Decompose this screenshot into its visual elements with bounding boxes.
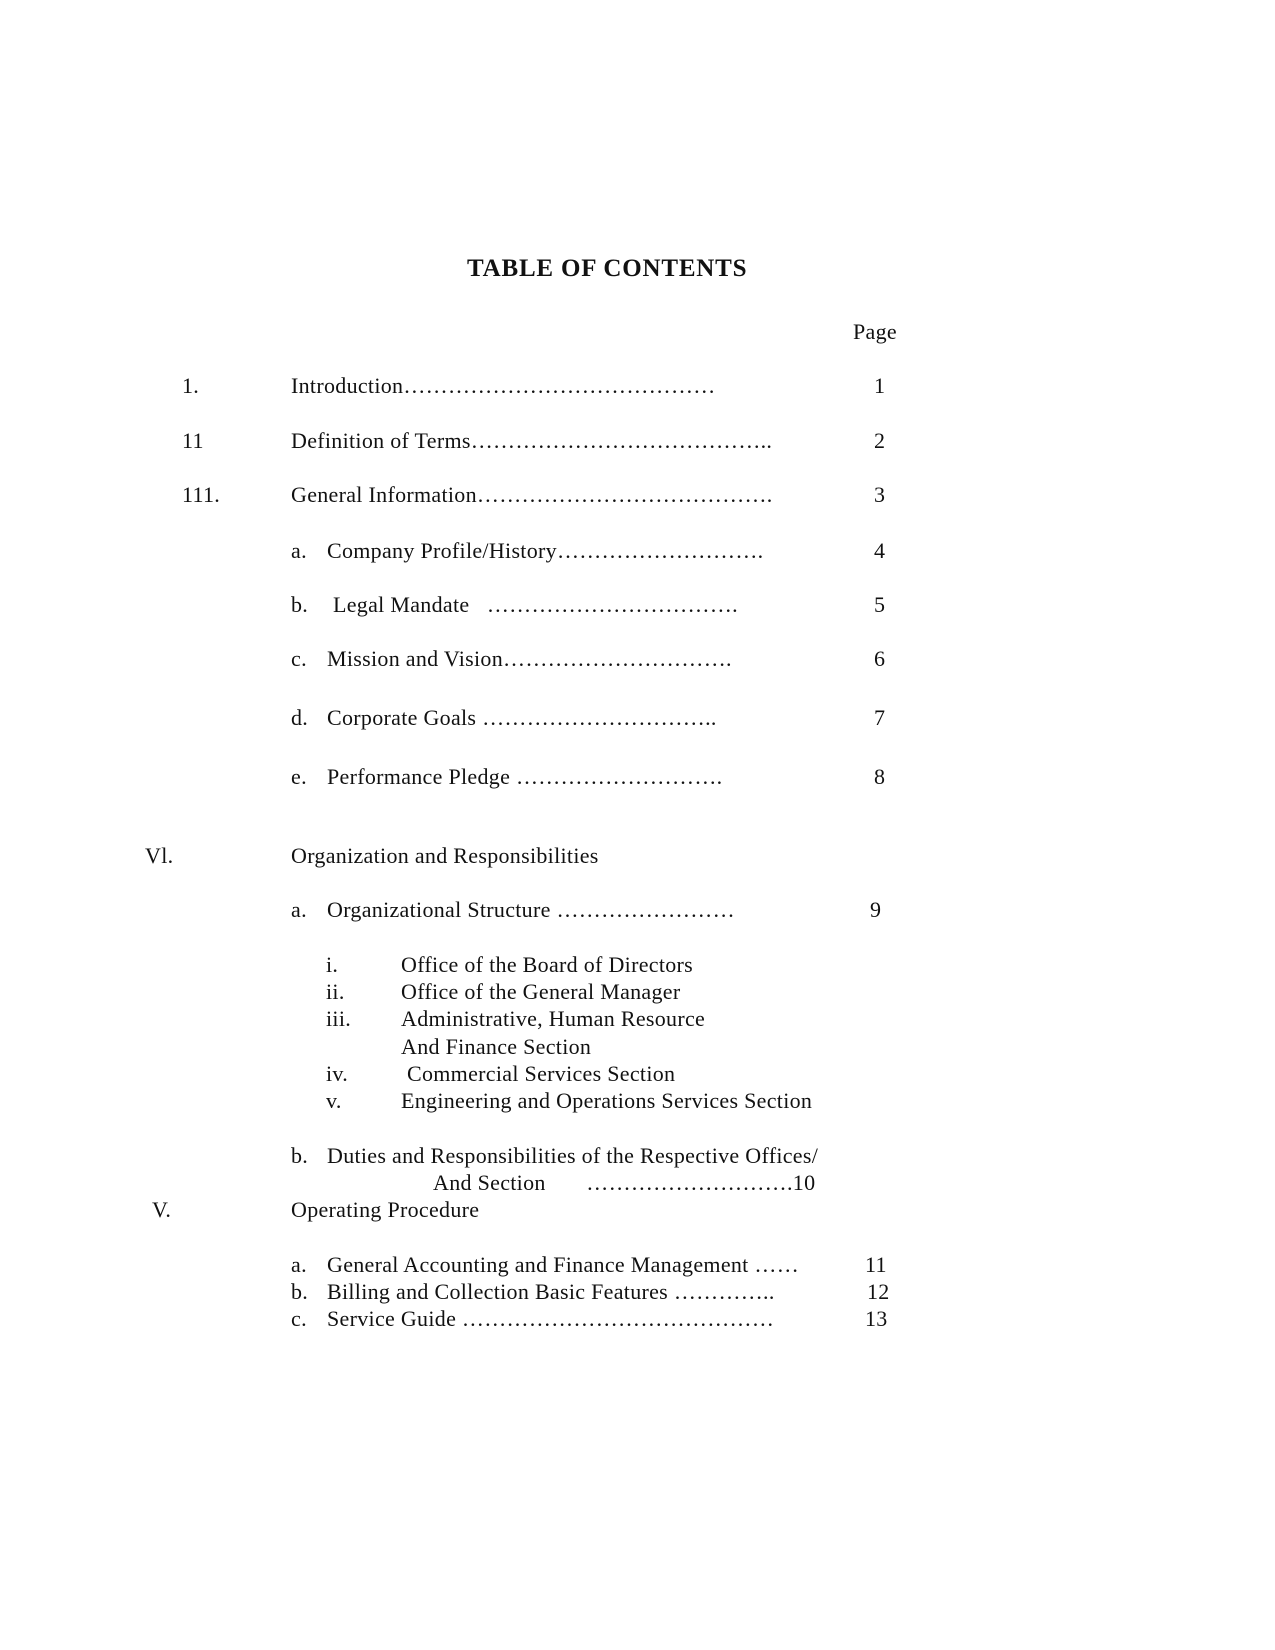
subsection-letter: e. — [291, 764, 307, 789]
subsection-letter: a. — [291, 897, 307, 922]
toc-entry-text: Introduction…………………………………… — [291, 373, 716, 398]
toc-page-number: 13 — [865, 1306, 888, 1331]
roman-item-number: i. — [326, 952, 339, 977]
toc-entry-text: Billing and Collection Basic Features ………….. — [327, 1279, 775, 1304]
toc-page-number: 4 — [874, 538, 886, 563]
toc-entry-text: Service Guide …………………………………… — [327, 1306, 775, 1331]
subsection-letter: c. — [291, 1306, 307, 1331]
list-item: Office of the General Manager — [401, 979, 681, 1004]
roman-item-number: iii. — [326, 1006, 352, 1031]
toc-entry-text: General Information…………………………………. — [291, 482, 773, 507]
subsection-letter: c. — [291, 646, 307, 671]
subsection-letter: b. — [291, 1279, 309, 1304]
toc-page-number: 9 — [870, 897, 882, 922]
toc-page-number: 5 — [874, 592, 886, 617]
section-number: Vl. — [145, 843, 174, 868]
toc-entry-text: Performance Pledge ………………………. — [327, 764, 723, 789]
toc-entry-text: Legal Mandate ……………………………. — [333, 592, 738, 617]
roman-item-number: v. — [326, 1088, 342, 1113]
section-number: 11 — [182, 428, 204, 453]
toc-page-number: 3 — [874, 482, 886, 507]
toc-entry-text: Duties and Responsibilities of the Respective Offices/ — [327, 1143, 819, 1168]
subsection-letter: d. — [291, 705, 309, 730]
subsection-letter: a. — [291, 538, 307, 563]
subsection-letter: b. — [291, 592, 309, 617]
page-title: TABLE OF CONTENTS — [467, 255, 748, 282]
toc-entry-text: Definition of Terms………………………………….. — [291, 428, 773, 453]
list-item: Administrative, Human Resource — [401, 1006, 706, 1031]
list-item: Commercial Services Section — [407, 1061, 676, 1086]
toc-page-number: 2 — [874, 428, 886, 453]
section-number: 1. — [182, 373, 200, 398]
toc-page-number: 12 — [867, 1279, 890, 1304]
toc-page-number: 8 — [874, 764, 886, 789]
toc-entry-text: Company Profile/History………………………. — [327, 538, 764, 563]
list-item: Engineering and Operations Services Section — [401, 1088, 813, 1113]
page-column-header: Page — [853, 319, 897, 344]
roman-item-number: ii. — [326, 979, 345, 1004]
toc-entry-text: Organization and Responsibilities — [291, 843, 599, 868]
subsection-letter: a. — [291, 1252, 307, 1277]
section-number: V. — [152, 1197, 172, 1222]
section-number: 111. — [182, 482, 221, 507]
toc-page-number: 1 — [874, 373, 886, 398]
toc-entry-text: Operating Procedure — [291, 1197, 480, 1222]
toc-page-number: 7 — [874, 705, 886, 730]
toc-entry-text: Mission and Vision…………………………. — [327, 646, 732, 671]
toc-entry-text: Corporate Goals ………………………….. — [327, 705, 717, 730]
roman-item-number: iv. — [326, 1061, 349, 1086]
toc-entry-text: General Accounting and Finance Management …… — [327, 1252, 799, 1277]
toc-entry-text: Organizational Structure …………………… — [327, 897, 735, 922]
list-item-continuation: And Finance Section — [401, 1034, 592, 1059]
toc-page-number: 11 — [865, 1252, 887, 1277]
toc-page-number: 6 — [874, 646, 886, 671]
subsection-letter: b. — [291, 1143, 309, 1168]
toc-entry-continuation: And Section ……………………….10 — [433, 1170, 816, 1195]
list-item: Office of the Board of Directors — [401, 952, 694, 977]
